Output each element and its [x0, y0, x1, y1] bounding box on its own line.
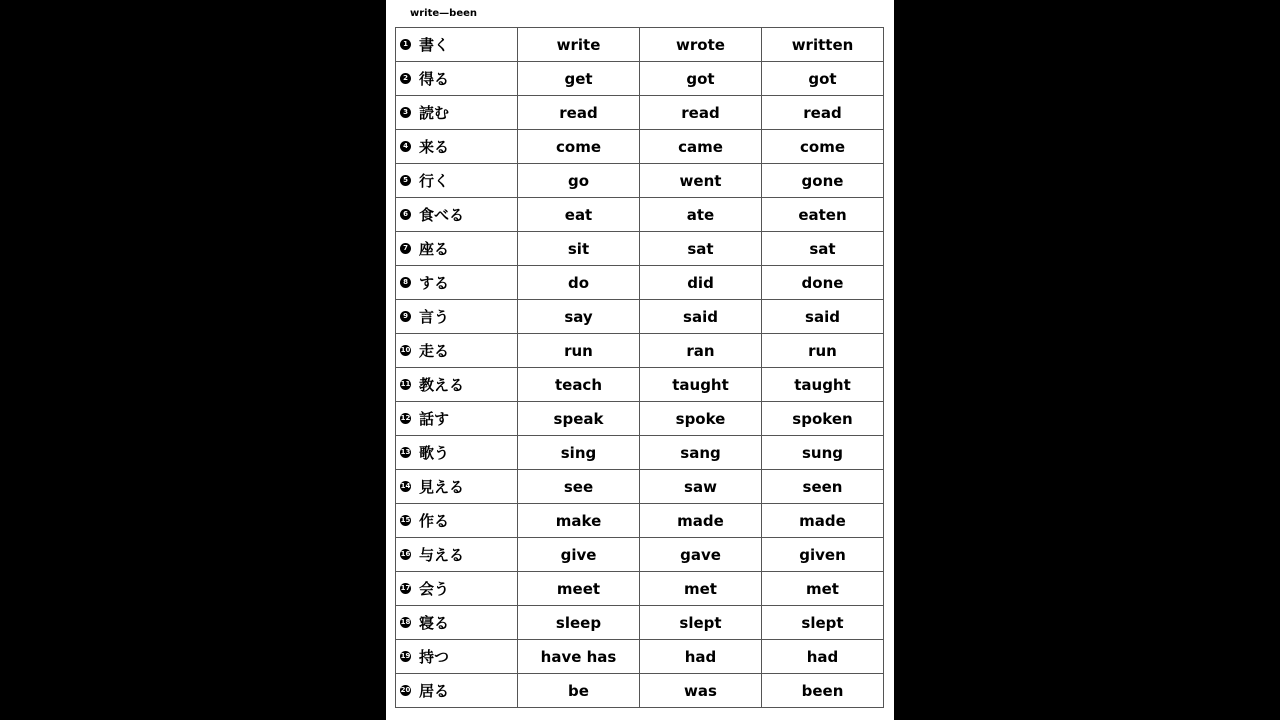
- past-participle-cell: sat: [762, 232, 884, 266]
- past-participle-cell: spoken: [762, 402, 884, 436]
- japanese-cell: [396, 198, 518, 232]
- japanese-cell: [396, 334, 518, 368]
- row-number-badge: 16: [400, 550, 411, 558]
- past-form-cell: ran: [640, 334, 762, 368]
- past-participle-cell: been: [762, 674, 884, 708]
- japanese-cell: [396, 28, 518, 62]
- japanese-cell: [396, 572, 518, 606]
- past-participle-cell: seen: [762, 470, 884, 504]
- table-row: [396, 368, 884, 402]
- table-row: [396, 674, 884, 708]
- japanese-word: 居る: [419, 682, 450, 700]
- japanese-word: 話す: [419, 410, 450, 428]
- verb-table-body: [396, 28, 884, 708]
- base-form-cell: say: [518, 300, 640, 334]
- past-participle-cell: slept: [762, 606, 884, 640]
- japanese-word: 与える: [419, 546, 465, 564]
- table-row: [396, 232, 884, 266]
- japanese-word: 読む: [419, 104, 450, 122]
- row-number-badge: 1: [400, 39, 411, 50]
- past-form-cell: was: [640, 674, 762, 708]
- past-form-cell: had: [640, 640, 762, 674]
- base-form-cell: run: [518, 334, 640, 368]
- past-participle-cell: gone: [762, 164, 884, 198]
- past-form-cell: spoke: [640, 402, 762, 436]
- base-form-cell: sit: [518, 232, 640, 266]
- past-participle-cell: met: [762, 572, 884, 606]
- row-number-badge: 4: [400, 141, 411, 152]
- table-row: [396, 266, 884, 300]
- japanese-word: 会う: [419, 580, 450, 598]
- row-number-badge: 8: [400, 277, 411, 288]
- japanese-word: 作る: [419, 512, 450, 530]
- document-page: [386, 0, 894, 720]
- past-form-cell: sang: [640, 436, 762, 470]
- japanese-cell: [396, 640, 518, 674]
- japanese-word: 書く: [419, 36, 450, 54]
- table-row: [396, 198, 884, 232]
- table-row: [396, 300, 884, 334]
- past-participle-cell: eaten: [762, 198, 884, 232]
- past-participle-cell: given: [762, 538, 884, 572]
- table-row: [396, 538, 884, 572]
- table-row: [396, 164, 884, 198]
- past-participle-cell: taught: [762, 368, 884, 402]
- row-number-badge: 19: [400, 652, 411, 660]
- base-form-cell: see: [518, 470, 640, 504]
- table-row: [396, 470, 884, 504]
- base-form-cell: go: [518, 164, 640, 198]
- past-form-cell: slept: [640, 606, 762, 640]
- table-row: [396, 572, 884, 606]
- japanese-word: 来る: [419, 138, 450, 156]
- japanese-word: 言う: [419, 308, 450, 326]
- past-form-cell: sat: [640, 232, 762, 266]
- japanese-word: 教える: [419, 376, 465, 394]
- japanese-cell: [396, 62, 518, 96]
- base-form-cell: write: [518, 28, 640, 62]
- table-row: [396, 334, 884, 368]
- row-number-badge: 15: [400, 516, 411, 524]
- table-row: [396, 606, 884, 640]
- japanese-word: 持つ: [419, 648, 450, 666]
- base-form-cell: get: [518, 62, 640, 96]
- row-number-badge: 13: [400, 448, 411, 456]
- japanese-cell: [396, 538, 518, 572]
- past-form-cell: read: [640, 96, 762, 130]
- row-number-badge: 11: [400, 380, 411, 388]
- past-form-cell: met: [640, 572, 762, 606]
- japanese-cell: [396, 368, 518, 402]
- table-row: [396, 640, 884, 674]
- japanese-cell: [396, 300, 518, 334]
- table-row: [396, 28, 884, 62]
- past-form-cell: got: [640, 62, 762, 96]
- past-participle-cell: had: [762, 640, 884, 674]
- japanese-cell: [396, 504, 518, 538]
- verb-table: [395, 27, 884, 708]
- japanese-cell: [396, 266, 518, 300]
- table-row: [396, 402, 884, 436]
- japanese-cell: [396, 674, 518, 708]
- base-form-cell: sleep: [518, 606, 640, 640]
- base-form-cell: be: [518, 674, 640, 708]
- past-form-cell: went: [640, 164, 762, 198]
- base-form-cell: have has: [518, 640, 640, 674]
- past-form-cell: ate: [640, 198, 762, 232]
- japanese-cell: [396, 96, 518, 130]
- past-participle-cell: written: [762, 28, 884, 62]
- past-form-cell: saw: [640, 470, 762, 504]
- japanese-cell: [396, 470, 518, 504]
- table-row: [396, 436, 884, 470]
- past-participle-cell: made: [762, 504, 884, 538]
- base-form-cell: meet: [518, 572, 640, 606]
- japanese-word: する: [419, 274, 450, 292]
- page-title: write—been: [410, 8, 478, 19]
- japanese-cell: [396, 164, 518, 198]
- row-number-badge: 10: [400, 346, 411, 354]
- past-form-cell: gave: [640, 538, 762, 572]
- table-row: [396, 504, 884, 538]
- past-participle-cell: said: [762, 300, 884, 334]
- japanese-word: 行く: [419, 172, 450, 190]
- base-form-cell: eat: [518, 198, 640, 232]
- row-number-badge: 18: [400, 618, 411, 626]
- base-form-cell: sing: [518, 436, 640, 470]
- table-row: [396, 96, 884, 130]
- past-participle-cell: run: [762, 334, 884, 368]
- row-number-badge: 7: [400, 243, 411, 254]
- japanese-cell: [396, 402, 518, 436]
- row-number-badge: 9: [400, 311, 411, 322]
- base-form-cell: give: [518, 538, 640, 572]
- row-number-badge: 12: [400, 414, 411, 422]
- japanese-word: 寝る: [419, 614, 450, 632]
- japanese-word: 歌う: [419, 444, 450, 462]
- past-participle-cell: done: [762, 266, 884, 300]
- past-participle-cell: come: [762, 130, 884, 164]
- japanese-cell: [396, 606, 518, 640]
- table-row: [396, 62, 884, 96]
- base-form-cell: read: [518, 96, 640, 130]
- past-form-cell: came: [640, 130, 762, 164]
- row-number-badge: 6: [400, 209, 411, 220]
- past-form-cell: did: [640, 266, 762, 300]
- japanese-word: 食べる: [419, 206, 465, 224]
- japanese-word: 走る: [419, 342, 450, 360]
- row-number-badge: 17: [400, 584, 411, 592]
- japanese-word: 見える: [419, 478, 465, 496]
- japanese-word: 座る: [419, 240, 450, 258]
- japanese-word: 得る: [419, 70, 450, 88]
- japanese-cell: [396, 232, 518, 266]
- table-row: [396, 130, 884, 164]
- row-number-badge: 2: [400, 73, 411, 84]
- past-participle-cell: got: [762, 62, 884, 96]
- japanese-cell: [396, 436, 518, 470]
- past-form-cell: wrote: [640, 28, 762, 62]
- base-form-cell: make: [518, 504, 640, 538]
- base-form-cell: come: [518, 130, 640, 164]
- row-number-badge: 14: [400, 482, 411, 490]
- base-form-cell: do: [518, 266, 640, 300]
- base-form-cell: teach: [518, 368, 640, 402]
- row-number-badge: 20: [400, 686, 411, 694]
- past-participle-cell: sung: [762, 436, 884, 470]
- past-form-cell: said: [640, 300, 762, 334]
- row-number-badge: 3: [400, 107, 411, 118]
- japanese-cell: [396, 130, 518, 164]
- past-form-cell: taught: [640, 368, 762, 402]
- past-participle-cell: read: [762, 96, 884, 130]
- past-form-cell: made: [640, 504, 762, 538]
- row-number-badge: 5: [400, 175, 411, 186]
- base-form-cell: speak: [518, 402, 640, 436]
